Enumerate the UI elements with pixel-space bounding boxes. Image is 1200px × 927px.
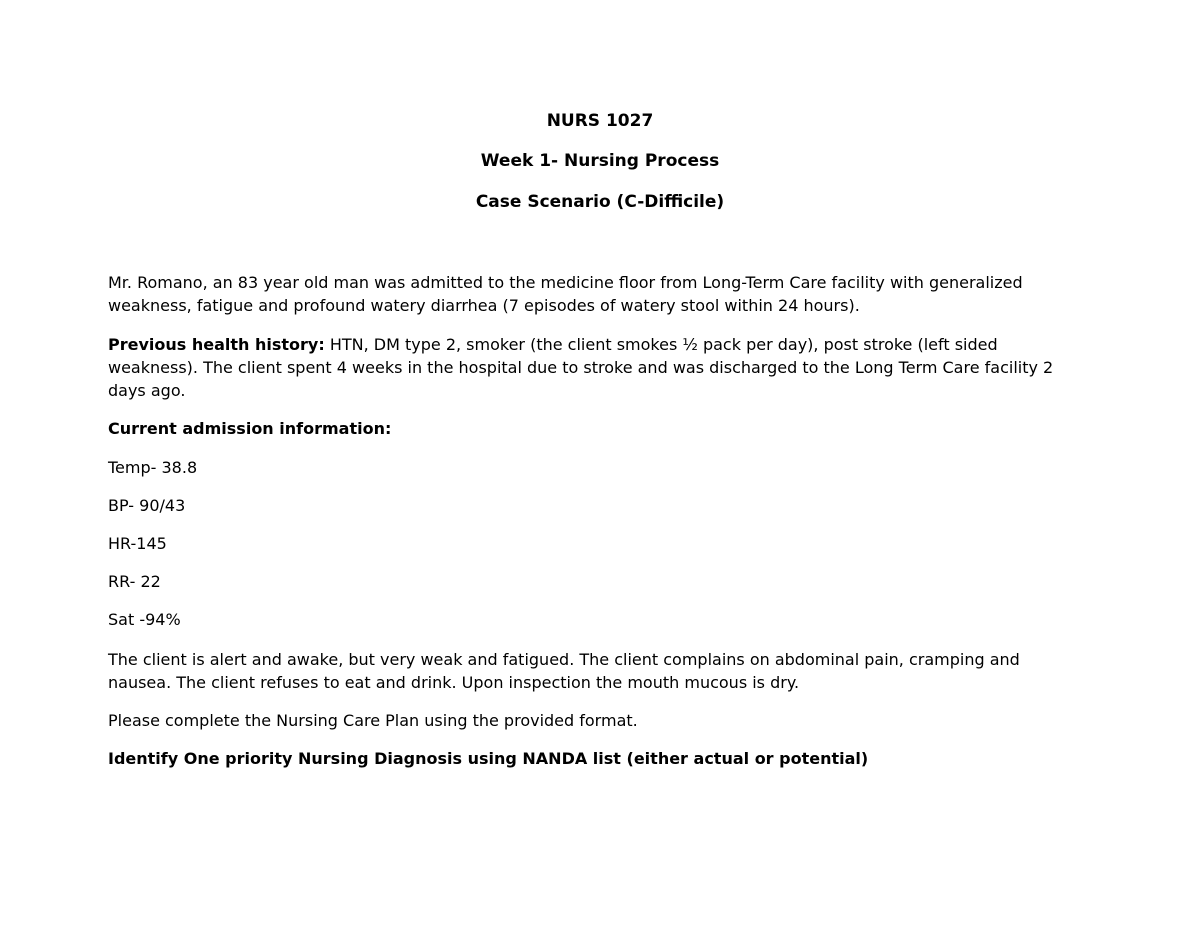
week-title-heading: Week 1- Nursing Process (480, 151, 720, 171)
history-label: Previous health history: (108, 335, 325, 354)
intro-paragraph: Mr. Romano, an 83 year old man was admitted to the medicine floor from Long-Term Care facility with generalized weakness, fatigue and profound watery diarrhea (7 episodes of watery stool within 24 hours). (108, 273, 1023, 315)
vital-rr: RR- 22 (108, 572, 161, 591)
history-text: HTN, DM type 2, smoker (the client smokes ½ pack per day), post stroke (left sided weakness). The client spent 4 weeks in the hospital due to stroke and was discharged to the Long Term Care facility 2 days ago. (108, 335, 1054, 400)
scenario-title-heading: Case Scenario (C-Difficile) (475, 192, 725, 212)
admission-heading: Current admission information: (108, 419, 392, 438)
course-code-heading: NURS 1027 (546, 111, 654, 131)
task-paragraph: Identify One priority Nursing Diagnosis using NANDA list (either actual or potential) (108, 749, 869, 768)
vital-sat: Sat -94% (108, 610, 181, 629)
instruction-paragraph: Please complete the Nursing Care Plan using the provided format. (108, 711, 638, 730)
vital-bp: BP- 90/43 (108, 496, 186, 515)
vital-hr: HR-145 (108, 534, 167, 553)
vital-temp: Temp- 38.8 (108, 458, 198, 477)
assessment-paragraph: The client is alert and awake, but very weak and fatigued. The client complains on abdominal pain, cramping and nausea. The client refuses to eat and drink. Upon inspection the mouth mucous is dry. (108, 650, 1020, 692)
history-paragraph (108, 333, 1088, 402)
